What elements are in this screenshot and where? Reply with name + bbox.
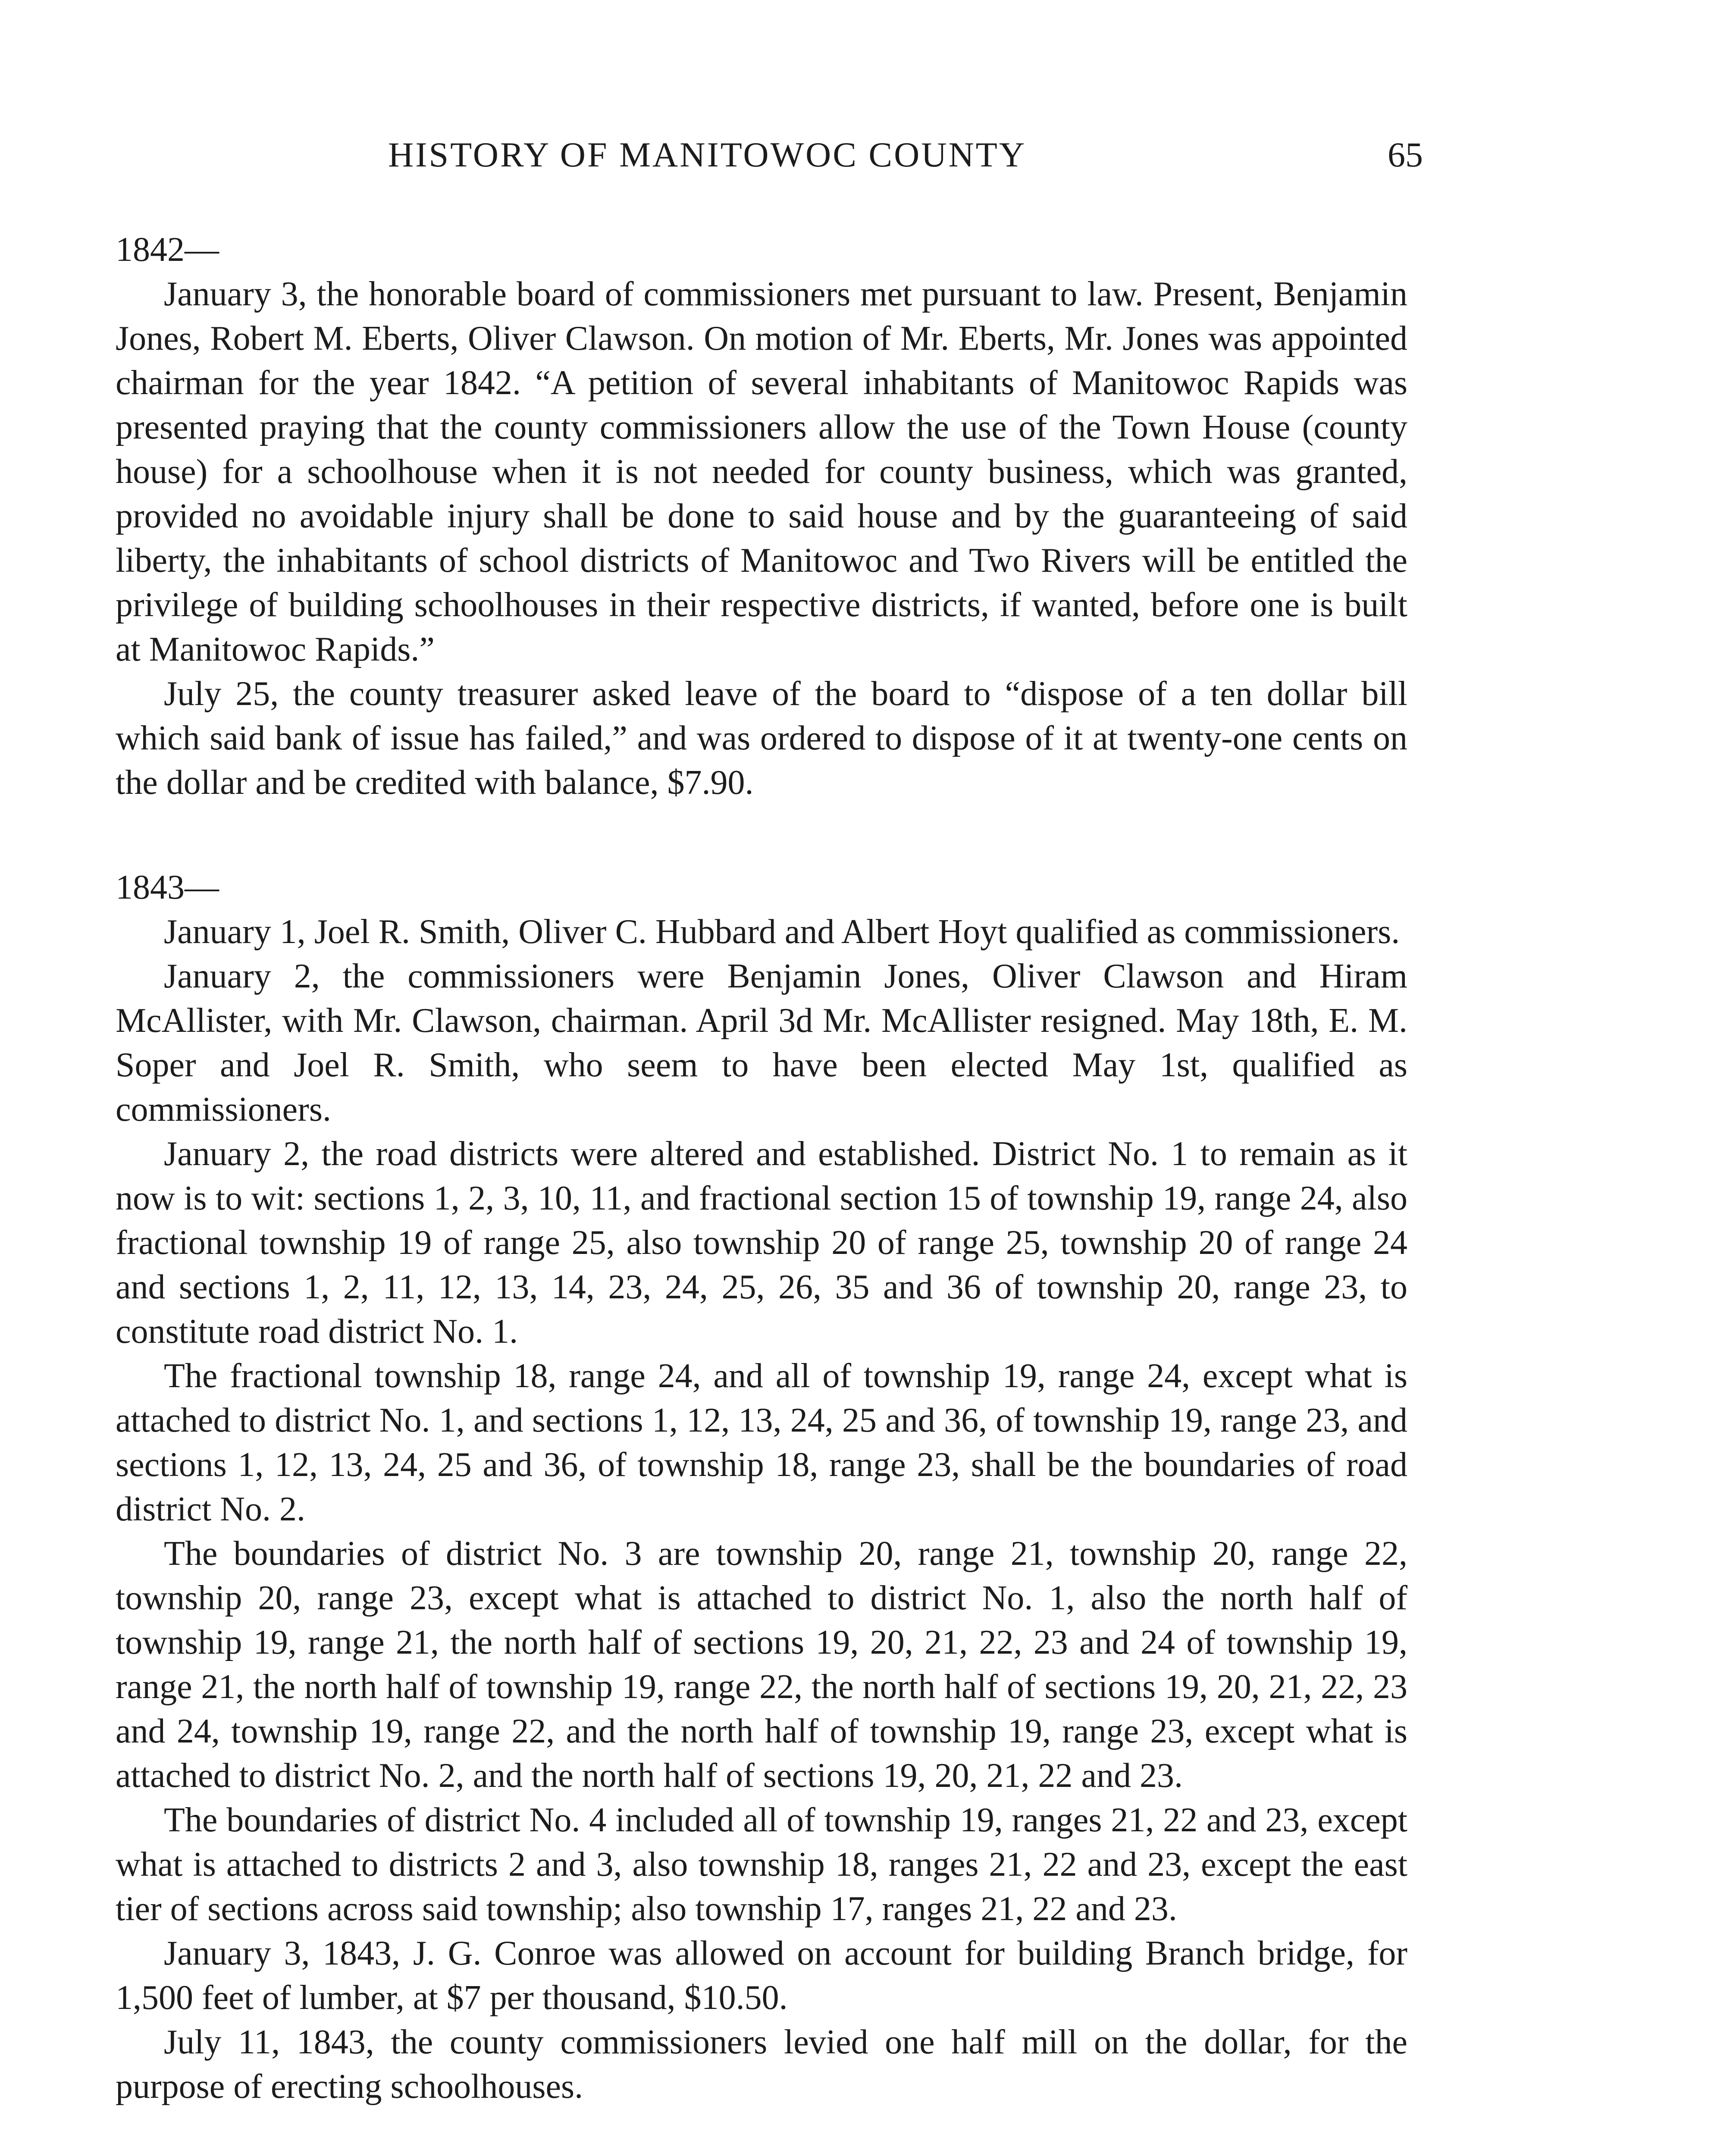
paragraph: The boundaries of district No. 3 are township 20, range 21, township 20, range 22, township 20, range 23, except what is attached to district No. 1, also the north half of township 19, range 21, the north half of sections 19, 20, 21, 22, 23 and 24 of township 19, range 21, the north half of township 19, range 22, the north half of sections 19, 20, 21, 22, 23 and 24, township 19, range 22, and the north half of township 19, range 23, except what is attached to district No. 2, and the north half of sections 19, 20, 21, 22 and 23.: [116, 1535, 1407, 1795]
paragraph: The fractional township 18, range 24, and all of township 19, range 24, except what is attached to district No. 1, and sections 1, 12, 13, 24, 25 and 36, of township 19, range 23, and sections 1, 12, 13, 24, 25 and 36, of township 18, range 23, shall be the boundaries of road district No. 2.: [116, 1357, 1407, 1528]
year-heading: 1842—: [116, 231, 219, 269]
section-1842: [116, 228, 1407, 805]
page-header: [121, 135, 1423, 186]
paragraph: January 3, 1843, J. G. Conroe was allowed on account for building Branch bridge, for 1,500 feet of lumber, at $7 per thousand, $10.50.: [116, 1934, 1407, 2017]
paragraph: January 3, the honorable board of commissioners met pursuant to law. Present, Benjamin Jones, Robert M. Eberts, Oliver Clawson. On motion of Mr. Eberts, Mr. Jones was appointed chairman for the year 1842. “A petition of several inhabitants of Manitowoc Rapids was presented praying that the county commissioners allow the use of the Town House (county house) for a schoolhouse when it is not needed for county business, which was granted, provided no avoidable injury shall be done to said house and by the guaranteeing of said liberty, the inhabitants of school districts of Manitowoc and Two Rivers will be entitled the privilege of building schoolhouses in their respective districts, if wanted, before one is built at Manitowoc Rapids.”: [116, 275, 1407, 668]
paragraph: July 11, 1843, the county commissioners levied one half mill on the dollar, for the purpose of erecting schoolhouses.: [116, 2023, 1407, 2106]
section-1843: [116, 865, 1407, 2109]
year-heading: 1843—: [116, 868, 219, 906]
paragraph: January 1, Joel R. Smith, Oliver C. Hubbard and Albert Hoyt qualified as commissioners.: [164, 913, 1400, 951]
paragraph: January 2, the road districts were altered and established. District No. 1 to remain as it now is to wit: sections 1, 2, 3, 10, 11, and fractional section 15 of township 19, range 24, also fractional township 19 of range 25, also township 20 of range 25, township 20 of range 24 and sections 1, 2, 11, 12, 13, 14, 23, 24, 25, 26, 35 and 36 of township 20, range 23, to constitute road district No. 1.: [116, 1135, 1407, 1351]
page-body: [116, 228, 1407, 2109]
paragraph: January 2, the commissioners were Benjamin Jones, Oliver Clawson and Hiram McAllister, with Mr. Clawson, chairman. April 3d Mr. McAllister resigned. May 18th, E. M. Soper and Joel R. Smith, who seem to have been elected May 1st, qualified as commissioners.: [116, 957, 1407, 1128]
paragraph: The boundaries of district No. 4 included all of township 19, ranges 21, 22 and 23, except what is attached to districts 2 and 3, also township 18, ranges 21, 22 and 23, except the east tier of sections across said township; also township 17, ranges 21, 22 and 23.: [116, 1801, 1407, 1928]
running-title: HISTORY OF MANITOWOC COUNTY: [388, 135, 1027, 174]
paragraph: July 25, the county treasurer asked leave of the board to “dispose of a ten dollar bill which said bank of issue has failed,” and was ordered to dispose of it at twenty-one cents on the dollar and be credited with balance, $7.90.: [116, 675, 1407, 802]
page-number: 65: [1388, 135, 1423, 174]
